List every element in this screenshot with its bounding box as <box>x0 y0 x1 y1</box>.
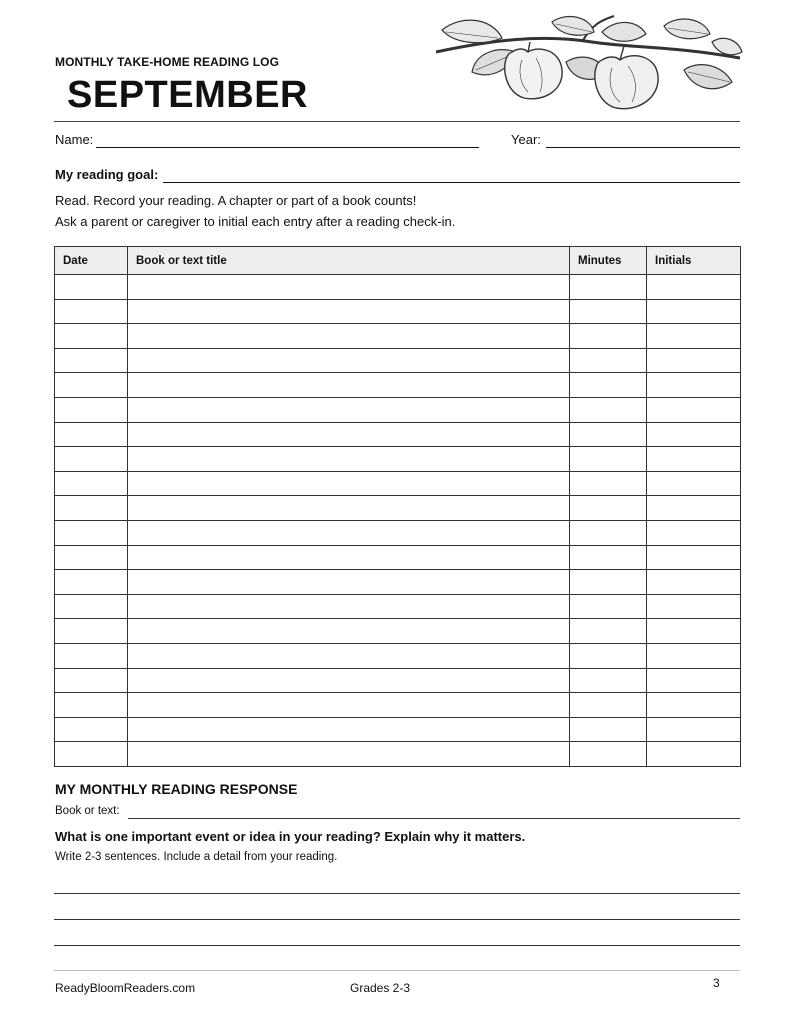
initials-cell[interactable] <box>647 570 741 595</box>
apple-branch-illustration-icon <box>432 12 744 116</box>
initials-cell[interactable] <box>647 348 741 373</box>
initials-cell[interactable] <box>647 594 741 619</box>
year-field[interactable] <box>546 147 740 148</box>
initials-cell[interactable] <box>647 520 741 545</box>
title-cell[interactable] <box>128 397 570 422</box>
minutes-cell[interactable] <box>570 397 647 422</box>
header-divider <box>54 121 740 122</box>
response-prompt: Write 2-3 sentences. Include a detail from your reading. <box>55 851 338 863</box>
date-cell[interactable] <box>55 496 128 521</box>
goal-field[interactable] <box>163 182 740 183</box>
title-cell[interactable] <box>128 717 570 742</box>
table-row <box>55 422 741 447</box>
title-cell[interactable] <box>128 373 570 398</box>
column-header-title: Book or text title <box>128 247 570 275</box>
title-cell[interactable] <box>128 275 570 300</box>
minutes-cell[interactable] <box>570 570 647 595</box>
initials-cell[interactable] <box>647 545 741 570</box>
initials-cell[interactable] <box>647 693 741 718</box>
initials-cell[interactable] <box>647 471 741 496</box>
table-row <box>55 373 741 398</box>
table-row <box>55 545 741 570</box>
table-row <box>55 717 741 742</box>
title-cell[interactable] <box>128 324 570 349</box>
title-cell[interactable] <box>128 619 570 644</box>
date-cell[interactable] <box>55 348 128 373</box>
minutes-cell[interactable] <box>570 520 647 545</box>
goal-label: My reading goal: <box>55 167 159 182</box>
table-row <box>55 496 741 521</box>
table-row <box>55 520 741 545</box>
initials-cell[interactable] <box>647 742 741 767</box>
date-cell[interactable] <box>55 422 128 447</box>
minutes-cell[interactable] <box>570 619 647 644</box>
title-cell[interactable] <box>128 668 570 693</box>
reading-log-body <box>55 275 741 767</box>
date-cell[interactable] <box>55 742 128 767</box>
date-cell[interactable] <box>55 693 128 718</box>
name-label: Name: <box>55 132 94 147</box>
minutes-cell[interactable] <box>570 668 647 693</box>
initials-cell[interactable] <box>647 397 741 422</box>
title-cell[interactable] <box>128 348 570 373</box>
month-title: SEPTEMBER <box>67 74 308 116</box>
title-cell[interactable] <box>128 742 570 767</box>
minutes-cell[interactable] <box>570 496 647 521</box>
date-cell[interactable] <box>55 594 128 619</box>
title-cell[interactable] <box>128 520 570 545</box>
log-kicker: MONTHLY TAKE-HOME READING LOG <box>55 55 280 69</box>
table-row <box>55 471 741 496</box>
footer-divider <box>54 970 740 971</box>
table-row <box>55 619 741 644</box>
initials-cell[interactable] <box>647 619 741 644</box>
table-row <box>55 643 741 668</box>
table-header-row <box>55 247 741 275</box>
minutes-cell[interactable] <box>570 348 647 373</box>
title-cell[interactable] <box>128 693 570 718</box>
initials-cell[interactable] <box>647 447 741 472</box>
response-line[interactable] <box>54 893 740 894</box>
initials-cell[interactable] <box>647 324 741 349</box>
date-cell[interactable] <box>55 373 128 398</box>
response-line[interactable] <box>54 919 740 920</box>
response-line[interactable] <box>54 945 740 946</box>
date-cell[interactable] <box>55 643 128 668</box>
minutes-cell[interactable] <box>570 643 647 668</box>
minutes-cell[interactable] <box>570 693 647 718</box>
table-row <box>55 275 741 300</box>
response-question: What is one important event or idea in your reading? Explain why it matters. <box>55 829 526 844</box>
minutes-cell[interactable] <box>570 545 647 570</box>
book-field[interactable] <box>128 818 740 819</box>
title-cell[interactable] <box>128 594 570 619</box>
table-row <box>55 594 741 619</box>
minutes-cell[interactable] <box>570 299 647 324</box>
table-row <box>55 299 741 324</box>
book-label: Book or text: <box>55 805 120 817</box>
title-cell[interactable] <box>128 570 570 595</box>
minutes-cell[interactable] <box>570 447 647 472</box>
initials-cell[interactable] <box>647 668 741 693</box>
table-row <box>55 324 741 349</box>
date-cell[interactable] <box>55 397 128 422</box>
title-cell[interactable] <box>128 643 570 668</box>
minutes-cell[interactable] <box>570 594 647 619</box>
table-row <box>55 693 741 718</box>
date-cell[interactable] <box>55 570 128 595</box>
year-label: Year: <box>511 132 541 147</box>
date-cell[interactable] <box>55 447 128 472</box>
date-cell[interactable] <box>55 545 128 570</box>
minutes-cell[interactable] <box>570 324 647 349</box>
footer-site: ReadyBloomReaders.com <box>55 981 196 995</box>
minutes-cell[interactable] <box>570 422 647 447</box>
date-cell[interactable] <box>55 299 128 324</box>
title-cell[interactable] <box>128 422 570 447</box>
title-cell[interactable] <box>128 471 570 496</box>
table-row <box>55 570 741 595</box>
column-header-minutes: Minutes <box>570 247 647 275</box>
table-row <box>55 348 741 373</box>
initials-cell[interactable] <box>647 299 741 324</box>
reading-log-table <box>54 246 741 767</box>
minutes-cell[interactable] <box>570 275 647 300</box>
minutes-cell[interactable] <box>570 373 647 398</box>
instruction-line-1: Read. Record your reading. A chapter or part of a book counts! <box>55 193 417 208</box>
initials-cell[interactable] <box>647 643 741 668</box>
minutes-cell[interactable] <box>570 717 647 742</box>
initials-cell[interactable] <box>647 422 741 447</box>
minutes-cell[interactable] <box>570 742 647 767</box>
title-cell[interactable] <box>128 299 570 324</box>
date-cell[interactable] <box>55 717 128 742</box>
initials-cell[interactable] <box>647 275 741 300</box>
footer-grades: Grades 2-3 <box>350 981 411 995</box>
name-field[interactable] <box>96 147 479 148</box>
instruction-line-2: Ask a parent or caregiver to initial each entry after a reading check-in. <box>55 214 456 229</box>
initials-cell[interactable] <box>647 496 741 521</box>
table-row <box>55 742 741 767</box>
page-number: 3 <box>713 976 720 990</box>
date-cell[interactable] <box>55 275 128 300</box>
title-cell[interactable] <box>128 447 570 472</box>
column-header-initials: Initials <box>647 247 741 275</box>
date-cell[interactable] <box>55 471 128 496</box>
date-cell[interactable] <box>55 520 128 545</box>
initials-cell[interactable] <box>647 373 741 398</box>
date-cell[interactable] <box>55 619 128 644</box>
date-cell[interactable] <box>55 324 128 349</box>
column-header-date: Date <box>55 247 128 275</box>
minutes-cell[interactable] <box>570 471 647 496</box>
initials-cell[interactable] <box>647 717 741 742</box>
response-title: MY MONTHLY READING RESPONSE <box>55 781 298 797</box>
table-row <box>55 447 741 472</box>
title-cell[interactable] <box>128 496 570 521</box>
table-row <box>55 397 741 422</box>
title-cell[interactable] <box>128 545 570 570</box>
date-cell[interactable] <box>55 668 128 693</box>
table-row <box>55 668 741 693</box>
